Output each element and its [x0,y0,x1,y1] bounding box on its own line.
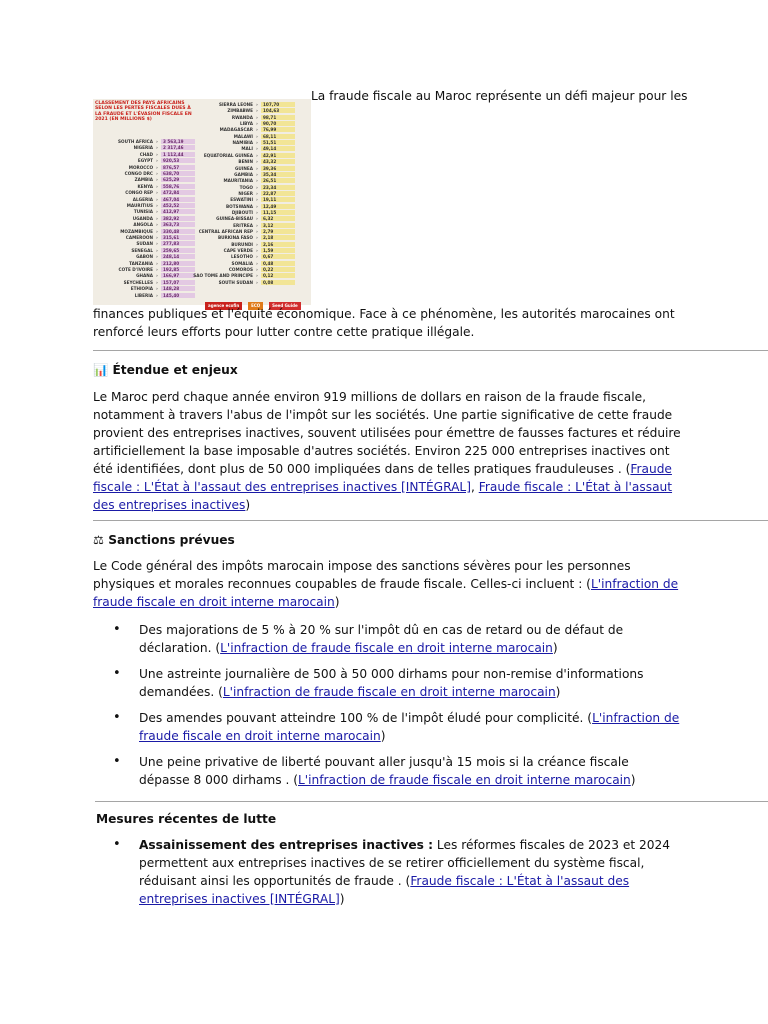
country-label: SOMALIA [231,260,253,266]
value-label: 6,32 [261,216,295,221]
figure-row [193,140,295,145]
item-text: Des majorations de 5 % à 20 % sur l'impôt dû en cas de retard ou de défaut de déclaration. ( [139,623,624,655]
section-heading-sanctions [93,531,235,549]
figure-row [193,102,295,107]
country-label: GAMBIA [234,171,253,177]
arrow-icon: › [256,108,258,114]
figure-row [193,254,295,259]
figure-row [93,177,195,182]
country-label: MALI [241,146,253,152]
value-label: 1,59 [261,248,295,253]
arrow-icon: › [256,184,258,190]
country-label: GUINEA [234,165,253,171]
arrow-icon: › [256,152,258,158]
close-paren: ) [552,641,558,655]
value-label: 472,84 [161,190,195,195]
intro-paragraph: finances publiques et l'équité économique. Face à ce phénomène, les autorités marocaines ont renforcé leurs efforts pour lutter contre cette pratique illégale. [93,307,675,339]
country-label: EQUATORIAL GUINEA [203,152,253,158]
sanctions-text: Le Code général des impôts marocain impose des sanctions sévères pour les personnes physiques et morales reconnues coupables de fraude fiscale. Celles-ci incluent : ( [93,559,631,591]
country-label: NIGER [238,190,253,196]
country-label: ZIMBABWE [227,108,253,114]
country-label: MAURITIUS [126,203,153,208]
value-label: 382,92 [161,216,195,221]
arrow-icon: › [256,140,258,146]
item-text: Une astreinte journalière de 500 à 50 000 dirhams pour non-remise d'informations demandées. ( [139,667,644,699]
arrow-icon: › [256,102,258,107]
country-label: SIERRA LEONE [218,102,253,107]
arrow-icon: › [256,254,258,260]
measures-list [113,836,683,908]
arrow-icon: › [256,197,258,203]
figure-row [93,190,195,195]
country-label: SENEGAL [131,247,153,253]
source-link[interactable]: L'infraction de fraude fiscale en droit interne marocain [298,773,631,787]
arrow-icon: › [156,203,158,208]
country-label: COMOROS [228,267,253,273]
country-label: NAMIBIA [232,140,253,146]
figure-row [193,248,295,253]
eco-logo: ECO [248,302,263,310]
arrow-icon: › [256,121,258,127]
list-item [113,753,683,789]
figure-row [193,172,295,177]
figure-row [93,197,195,202]
country-label: CONGO REP [125,190,153,196]
tax-loss-ranking-figure [93,99,311,308]
country-label: MOROCCO [128,164,153,170]
arrow-icon: › [156,222,158,228]
value-label: 1 112,44 [161,152,195,157]
figure-row [193,229,295,234]
country-label: ALGERIA [132,196,153,202]
figure-row [193,235,295,240]
close-paren: ) [555,685,561,699]
source-link[interactable]: L'infraction de fraude fiscale en droit interne marocain [222,685,556,699]
intro-first-line: La fraude fiscale au Maroc représente un défi majeur pour les [311,89,688,103]
value-label: 625,29 [161,177,195,182]
country-label: TOGO [239,184,253,190]
arrow-icon: › [256,260,258,266]
figure-row [93,216,195,221]
source-link[interactable]: L'infraction de fraude fiscale en droit interne marocain [139,711,680,743]
value-label: 330,48 [161,229,195,234]
arrow-icon: › [156,151,158,157]
arrow-icon: › [156,228,158,234]
figure-row [193,223,295,228]
country-label: GABON [136,254,153,260]
country-label: UGANDA [132,215,153,221]
country-label: NIGERIA [133,145,153,151]
value-label: 452,52 [161,203,195,208]
figure-row [193,185,295,190]
arrow-icon: › [156,177,158,183]
figure-row [93,145,195,150]
value-label: 467,04 [161,197,195,202]
country-label: EGYPT [137,158,153,164]
figure-row [93,280,195,285]
value-label: 19,11 [261,197,295,202]
close-paren: ) [334,595,340,609]
arrow-icon: › [256,229,258,234]
arrow-icon: › [256,133,258,139]
country-label: MAURITANIA [223,178,253,184]
country-label: KENYA [137,183,153,189]
figure-row [93,171,195,176]
country-label: SOUTH AFRICA [118,139,153,144]
value-label: 412,97 [161,209,195,214]
figure-row [193,210,295,215]
figure-row [193,261,295,266]
figure-row [193,134,295,139]
arrow-icon: › [256,279,258,285]
arrow-icon: › [256,178,258,184]
value-label: 68,11 [261,134,295,139]
figure-row [193,178,295,183]
value-label: 2 317,46 [161,145,195,150]
divider [93,350,768,351]
figure-row [193,204,295,209]
arrow-icon: › [256,222,258,228]
heading-text: Sanctions prévues [108,533,235,547]
country-label: RWANDA [231,114,253,120]
value-label: 90,70 [261,121,295,126]
arrow-icon: › [156,139,158,144]
figure-row [193,267,295,272]
arrow-icon: › [156,196,158,202]
value-label: 39,36 [261,166,295,171]
close-paren: ) [380,729,386,743]
country-label: BENIN [238,159,253,165]
arrow-icon: › [256,235,258,241]
arrow-icon: › [156,273,158,279]
section-heading-measures: Mesures récentes de lutte [96,812,277,826]
chart-icon: 📊 [93,363,109,377]
value-label: 876,57 [161,165,195,170]
value-label: 212,80 [161,261,195,266]
value-label: 277,83 [161,241,195,246]
figure-row [93,203,195,208]
figure-row [193,146,295,151]
figure-row [93,286,195,291]
divider [93,520,768,521]
figure-row [93,241,195,246]
item-text: Une peine privative de liberté pouvant aller jusqu'à 15 mois si la créance fiscale dépasse 8 000 dirhams . ( [139,755,629,787]
section-heading-scope [93,361,238,379]
value-label: 0,08 [261,280,295,285]
arrow-icon: › [156,183,158,189]
figure-row [93,248,195,253]
value-label: 11,15 [261,210,295,215]
value-label: 98,71 [261,115,295,120]
value-label: 145,40 [161,293,195,298]
arrow-icon: › [256,248,258,254]
figure-row [93,209,195,214]
figure-title: CLASSEMENT DES PAYS AFRICAINS SELON LES PERTES FISCALES DUES À LA FRAUDE ET L'ÉVASION FISCALE EN 2021 (EN MILLIONS $) [95,101,192,123]
country-label: BURUNDI [231,241,253,247]
value-label: 2,16 [261,242,295,247]
source-link[interactable]: Fraude fiscale : L'État à l'assaut des entreprises inactives [INTÉGRAL] [139,874,630,906]
seed-guide-logo: Seed Guide [269,302,301,310]
figure-row [93,254,195,259]
country-label: COTE D'IVOIRE [118,267,153,272]
arrow-icon: › [256,241,258,247]
country-label: TUNISIA [133,209,153,215]
value-label: 42,91 [261,153,295,158]
country-label: CONGO DRC [124,171,153,176]
source-link[interactable]: L'infraction de fraude fiscale en droit interne marocain [93,577,679,609]
scope-paragraph [93,388,693,514]
figure-row [93,261,195,266]
figure-row [193,127,295,132]
value-label: 51,51 [261,140,295,145]
figure-row [193,273,295,278]
figure-row [193,108,295,113]
country-label: GUINEA-BISSAU [216,216,253,222]
figure-row [193,159,295,164]
country-label: CENTRAL AFRICAN REP [198,229,253,234]
arrow-icon: › [156,209,158,215]
arrow-icon: › [256,190,258,196]
value-label: 157,07 [161,280,195,285]
value-label: 107,70 [261,102,295,107]
arrow-icon: › [256,273,258,279]
arrow-icon: › [256,114,258,120]
value-label: 12,49 [261,204,295,209]
arrow-icon: › [256,171,258,177]
figure-row [93,184,195,189]
value-label: 22,87 [261,191,295,196]
value-label: 3,12 [261,223,295,228]
value-label: 0,48 [261,261,295,266]
country-label: MOZAMBIQUE [120,228,153,234]
value-label: 23,34 [261,185,295,190]
arrow-icon: › [156,215,158,221]
arrow-icon: › [156,171,158,176]
value-label: 920,53 [161,158,195,163]
country-label: SOUTH SUDAN [218,279,253,285]
country-label: LIBERIA [134,292,153,298]
value-label: 35,34 [261,172,295,177]
country-label: CAMEROON [125,235,153,240]
value-label: 3 563,19 [161,139,195,144]
arrow-icon: › [256,146,258,152]
arrow-icon: › [156,235,158,240]
value-label: 558,76 [161,184,195,189]
arrow-icon: › [156,247,158,253]
figure-row [93,273,195,278]
arrow-icon: › [156,241,158,247]
value-label: 315,61 [161,235,195,240]
value-label: 0,22 [261,267,295,272]
close-paren: ) [630,773,636,787]
country-label: BURKINA FASO [217,235,253,241]
country-label: CAPE VERDE [223,248,253,254]
figure-row [193,197,295,202]
arrow-icon: › [156,145,158,151]
figure-row [93,235,195,240]
arrow-icon: › [156,267,158,272]
arrow-icon: › [156,279,158,285]
item-bold-label: Assainissement des entreprises inactives : [139,838,434,852]
country-label: SAO TOME AND PRINCIPE [193,273,253,279]
arrow-icon: › [256,159,258,165]
figure-row [93,139,195,144]
figure-row [193,191,295,196]
scope-text: Le Maroc perd chaque année environ 919 millions de dollars en raison de la fraude fiscale, notamment à travers l'abus de l'impôt sur les sociétés. Une partie significative de cette fraude provient des entreprises inactives, souvent utilisées pour émettre de fausses factures et réduire artificiellement la base imposable d'autres sociétés. Environ 225 000 entreprises inactives ont été identifiées, dont plus de 50 000 impliquées dans de telles pratiques frauduleuses . ( [93,390,681,476]
country-label: ERITREA [233,222,253,228]
country-label: ESWATINI [230,197,253,203]
sanctions-list [113,621,683,789]
figure-row [193,153,295,158]
figure-row [193,115,295,120]
value-label: 2,18 [261,235,295,240]
country-label: CHAD [139,151,153,157]
figure-row [193,242,295,247]
item-text: Des amendes pouvant atteindre 100 % de l'impôt éludé pour complicité. ( [139,711,593,725]
list-item [113,665,683,701]
sanctions-paragraph [93,557,693,611]
figure-row [193,216,295,221]
figure-row [93,158,195,163]
country-label: ETHIOPIA [130,286,153,292]
arrow-icon: › [256,165,258,171]
arrow-icon: › [256,267,258,273]
country-label: SUDAN [136,241,153,247]
figure-logos [205,294,309,308]
value-label: 192,85 [161,267,195,272]
arrow-icon: › [156,190,158,196]
arrow-icon: › [256,216,258,222]
figure-row [193,166,295,171]
source-link[interactable]: Fraude fiscale : L'État à l'assaut des entreprises inactives [93,480,673,512]
value-label: 26,51 [261,178,295,183]
arrow-icon: › [156,158,158,164]
country-label: LIBYA [239,121,253,127]
value-label: 104,63 [261,108,295,113]
value-label: 76,99 [261,127,295,132]
figure-row [193,121,295,126]
arrow-icon: › [156,292,158,298]
value-label: 166,97 [161,273,195,278]
value-label: 248,14 [161,254,195,259]
country-label: LESOTHO [230,254,253,260]
close-paren: ) [245,498,251,512]
country-label: MADAGASCAR [219,127,253,133]
figure-row [93,293,195,298]
figure-row [93,152,195,157]
value-label: 259,65 [161,248,195,253]
agence-ecofin-logo: agence ecofin [205,302,242,310]
separator: , [470,480,479,494]
divider [95,801,768,802]
arrow-icon: › [156,254,158,260]
value-label: 49,14 [261,146,295,151]
list-item [113,709,683,745]
value-label: 0,67 [261,254,295,259]
country-label: SEYCHELLES [123,279,153,285]
figure-row [93,222,195,227]
figure-row [93,229,195,234]
list-item [113,836,683,908]
item-text: Les réformes fiscales de 2023 et 2024 permettent aux entreprises inactives de se retirer officiellement du système fiscal, réduisant ainsi les opportunités de fraude . ( [139,838,671,888]
arrow-icon: › [156,260,158,266]
scales-icon: ⚖ [93,533,104,547]
arrow-icon: › [156,286,158,292]
country-label: DJIBOUTI [231,209,253,215]
value-label: 2,79 [261,229,295,234]
country-label: TANZANIA [129,260,153,266]
figure-row [93,267,195,272]
country-label: ZAMBIA [134,177,153,183]
value-label: 148,28 [161,286,195,291]
source-link[interactable]: Fraude fiscale : L'État à l'assaut des entreprises inactives [INTÉGRAL] [93,462,672,494]
value-label: 363,73 [161,222,195,227]
figure-row [93,165,195,170]
source-link[interactable]: L'infraction de fraude fiscale en droit interne marocain [220,641,553,655]
value-label: 638,70 [161,171,195,176]
arrow-icon: › [256,127,258,133]
value-label: 43,32 [261,159,295,164]
arrow-icon: › [256,203,258,209]
country-label: GHANA [136,273,153,279]
arrow-icon: › [256,209,258,215]
close-paren: ) [339,892,345,906]
figure-row [193,280,295,285]
country-label: MALAWI [233,133,253,139]
list-item [113,621,683,657]
arrow-icon: › [156,164,158,170]
heading-text: Étendue et enjeux [112,363,238,377]
value-label: 0,12 [261,273,295,278]
country-label: BOTSWANA [225,203,253,209]
country-label: ANGOLA [133,222,153,228]
